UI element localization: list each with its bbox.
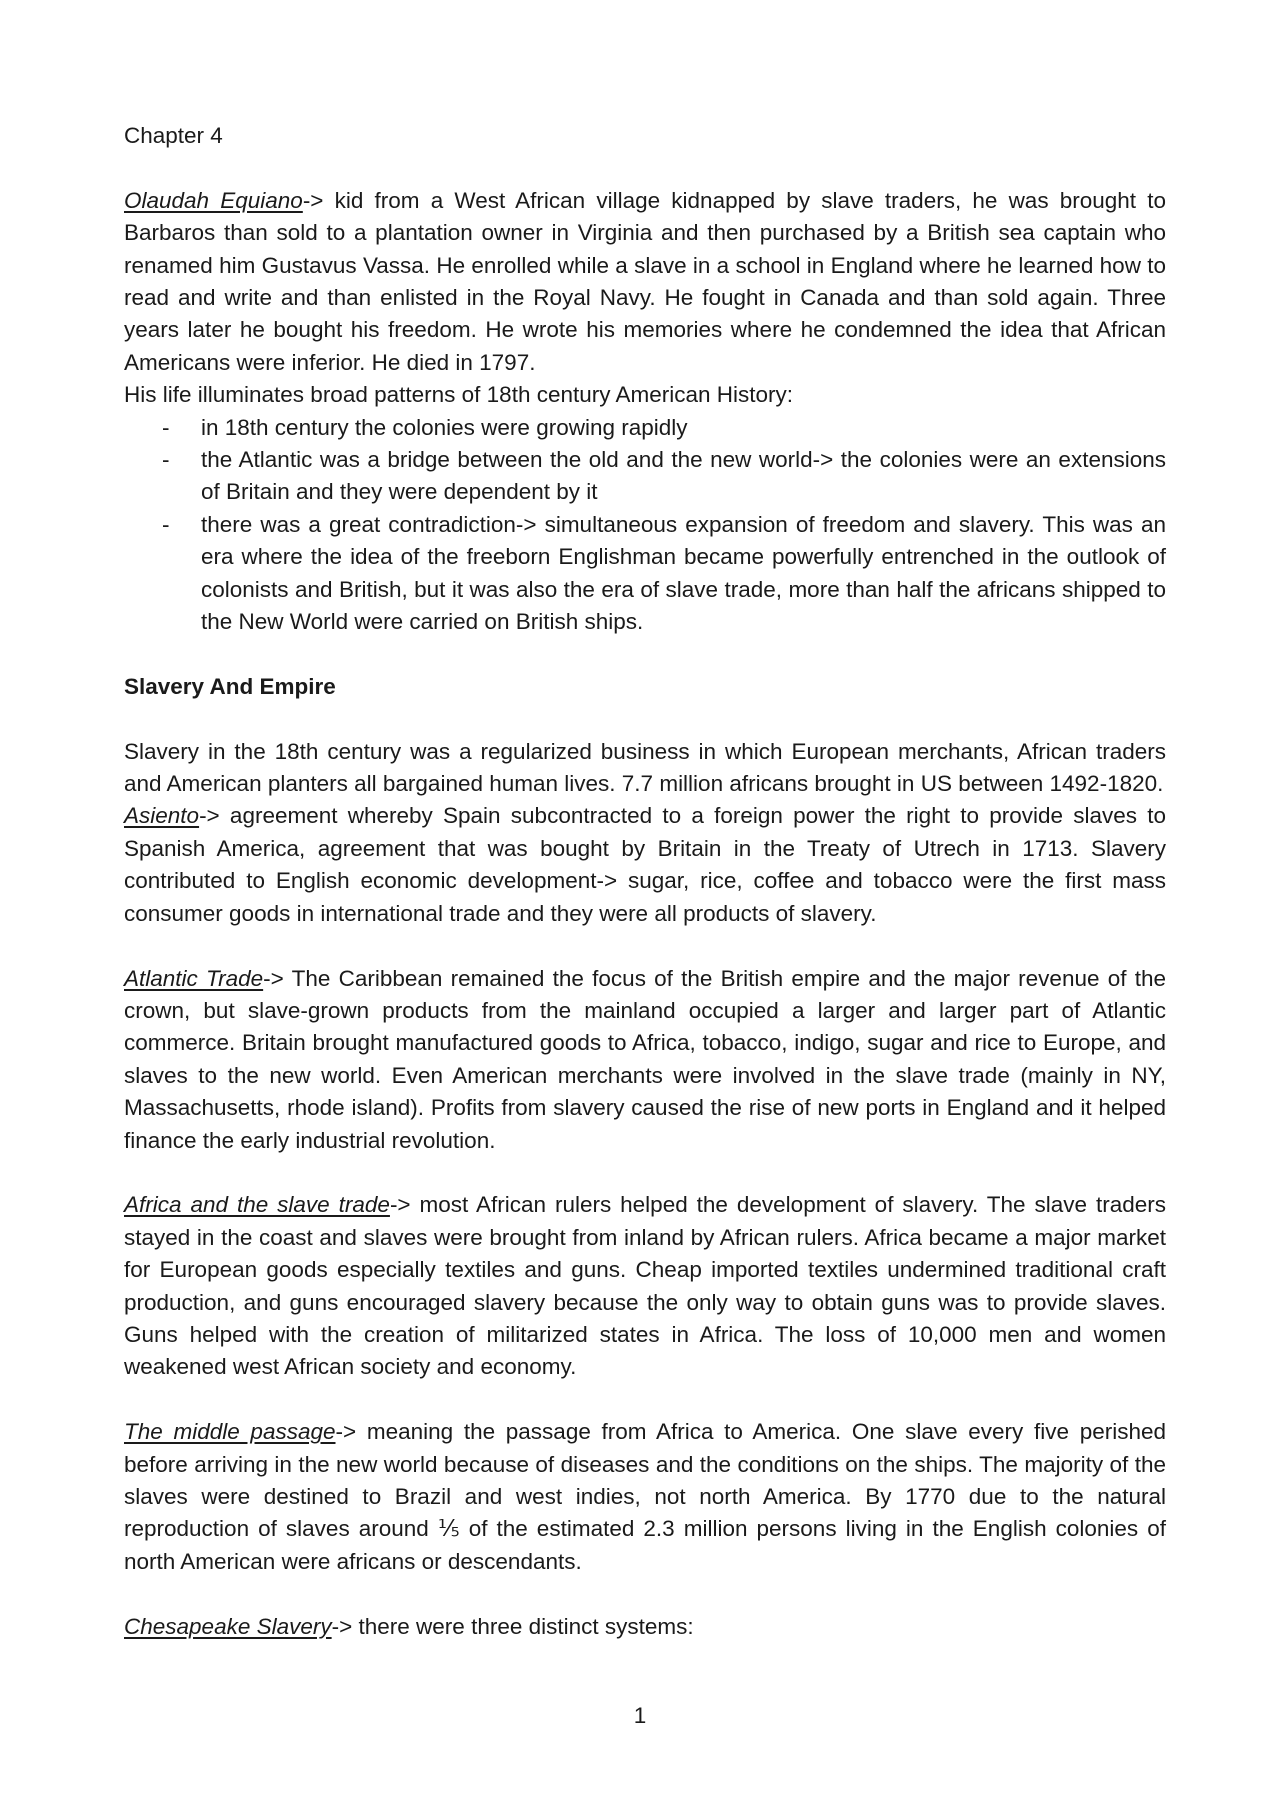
- term-africa-slave-trade: Africa and the slave trade: [124, 1192, 390, 1218]
- term-chesapeake-slavery: Chesapeake Slavery: [124, 1613, 332, 1639]
- paragraph-chesapeake: [124, 1611, 1166, 1643]
- spacer: [124, 152, 1166, 184]
- bullet-list: [124, 412, 1166, 639]
- list-item: [124, 509, 1166, 639]
- spacer: [124, 1578, 1166, 1610]
- term-middle-passage: The middle passage: [124, 1419, 336, 1445]
- list-item-text: the Atlantic was a bridge between the old and the new world-> the colonies were an extensions of Britain and they were dependent by it: [201, 447, 1166, 505]
- spacer: [124, 638, 1166, 670]
- paragraph-text: -> The Caribbean remained the focus of the British empire and the major revenue of the crown, but slave-grown products from the mainland occupied a larger and larger part of Atlantic commerce. Britain brought manufactured goods to Africa, tobacco, indigo, sugar and rice to Europe, and slaves to the new world. Even American merchants were involved in the slave trade (mainly in NY, Massachusetts, rhode island). Profits from slavery caused the rise of new ports in England and it helped finance the early industrial revolution.: [124, 965, 1166, 1153]
- paragraph-text: -> most African rulers helped the development of slavery. The slave traders stayed in the coast and slaves were brought from inland by African rulers. Africa became a major market for European goods especially textiles and guns. Cheap imported textiles undermined traditional craft production, and guns encouraged slavery because the only way to obtain guns was to provide slaves. Guns helped with the creation of militarized states in Africa. The loss of 10,000 men and women weakened west African society and economy.: [124, 1192, 1166, 1380]
- bullet-dash: -: [162, 447, 170, 473]
- paragraph-olaudah-equiano: [124, 185, 1166, 379]
- patterns-intro: His life illuminates broad patterns of 18th century American History:: [124, 382, 794, 408]
- paragraph-text: -> kid from a West African village kidnapped by slave traders, he was brought to Barbaros than sold to a plantation owner in Virginia and then purchased by a British sea captain who renamed him Gustavus Vassa. He enrolled while a slave in a school in England where he learned how to read and write and than enlisted in the Royal Navy. He fought in Canada and than sold again. Three years later he bought his freedom. He wrote his memories where he condemned the idea that African Americans were inferior. He died in 1797.: [124, 187, 1166, 375]
- chapter-title: Chapter 4: [124, 123, 223, 148]
- paragraph-asiento: [124, 800, 1166, 930]
- term-olaudah-equiano: Olaudah Equiano: [124, 187, 303, 213]
- bullet-dash: -: [162, 414, 170, 440]
- spacer: [124, 1157, 1166, 1189]
- term-asiento: Asiento: [124, 803, 200, 829]
- page-content: [124, 120, 1166, 1643]
- paragraph-section-intro: Slavery in the 18th century was a regularized business in which European merchants, African traders and American planters all bargained human lives. 7.7 million africans brought in US between 1492-1820.: [124, 738, 1166, 797]
- list-item-text: there was a great contradiction-> simultaneous expansion of freedom and slavery. This was an era where the idea of the freeborn Englishman became powerfully entrenched in the outlook of colonists and British, but it was also the era of slave trade, more than half the africans shipped to the New World were carried on British ships.: [201, 511, 1166, 635]
- term-atlantic-trade: Atlantic Trade: [124, 965, 264, 991]
- list-item-text: in 18th century the colonies were growing rapidly: [201, 414, 688, 440]
- list-item: [124, 412, 1166, 444]
- paragraph-text: -> meaning the passage from Africa to America. One slave every five perished before arriving in the new world because of diseases and the conditions on the ships. The majority of the slaves were destined to Brazil and west indies, not north America. By 1770 due to the natural reproduction of slaves around ⅕ of the estimated 2.3 million persons living in the English colonies of north American were africans or descendants.: [124, 1419, 1166, 1574]
- section-heading: Slavery And Empire: [124, 673, 336, 699]
- spacer: [124, 930, 1166, 962]
- paragraph-africa-slave-trade: [124, 1189, 1166, 1383]
- paragraph-middle-passage: [124, 1416, 1166, 1578]
- list-item: [124, 444, 1166, 509]
- bullet-dash: -: [162, 511, 170, 537]
- spacer: [124, 703, 1166, 735]
- spacer: [124, 1384, 1166, 1416]
- paragraph-text: -> there were three distinct systems:: [331, 1613, 694, 1639]
- page-number: 1: [633, 1703, 647, 1728]
- paragraph-text: -> agreement whereby Spain subcontracted to a foreign power the right to provide slaves to Spanish America, agreement that was bought by Britain in the Treaty of Utrech in 1713. Slavery contributed to English economic development-> sugar, rice, coffee and tobacco were the first mass consumer goods in international trade and they were all products of slavery.: [124, 803, 1166, 926]
- paragraph-atlantic-trade: [124, 963, 1166, 1157]
